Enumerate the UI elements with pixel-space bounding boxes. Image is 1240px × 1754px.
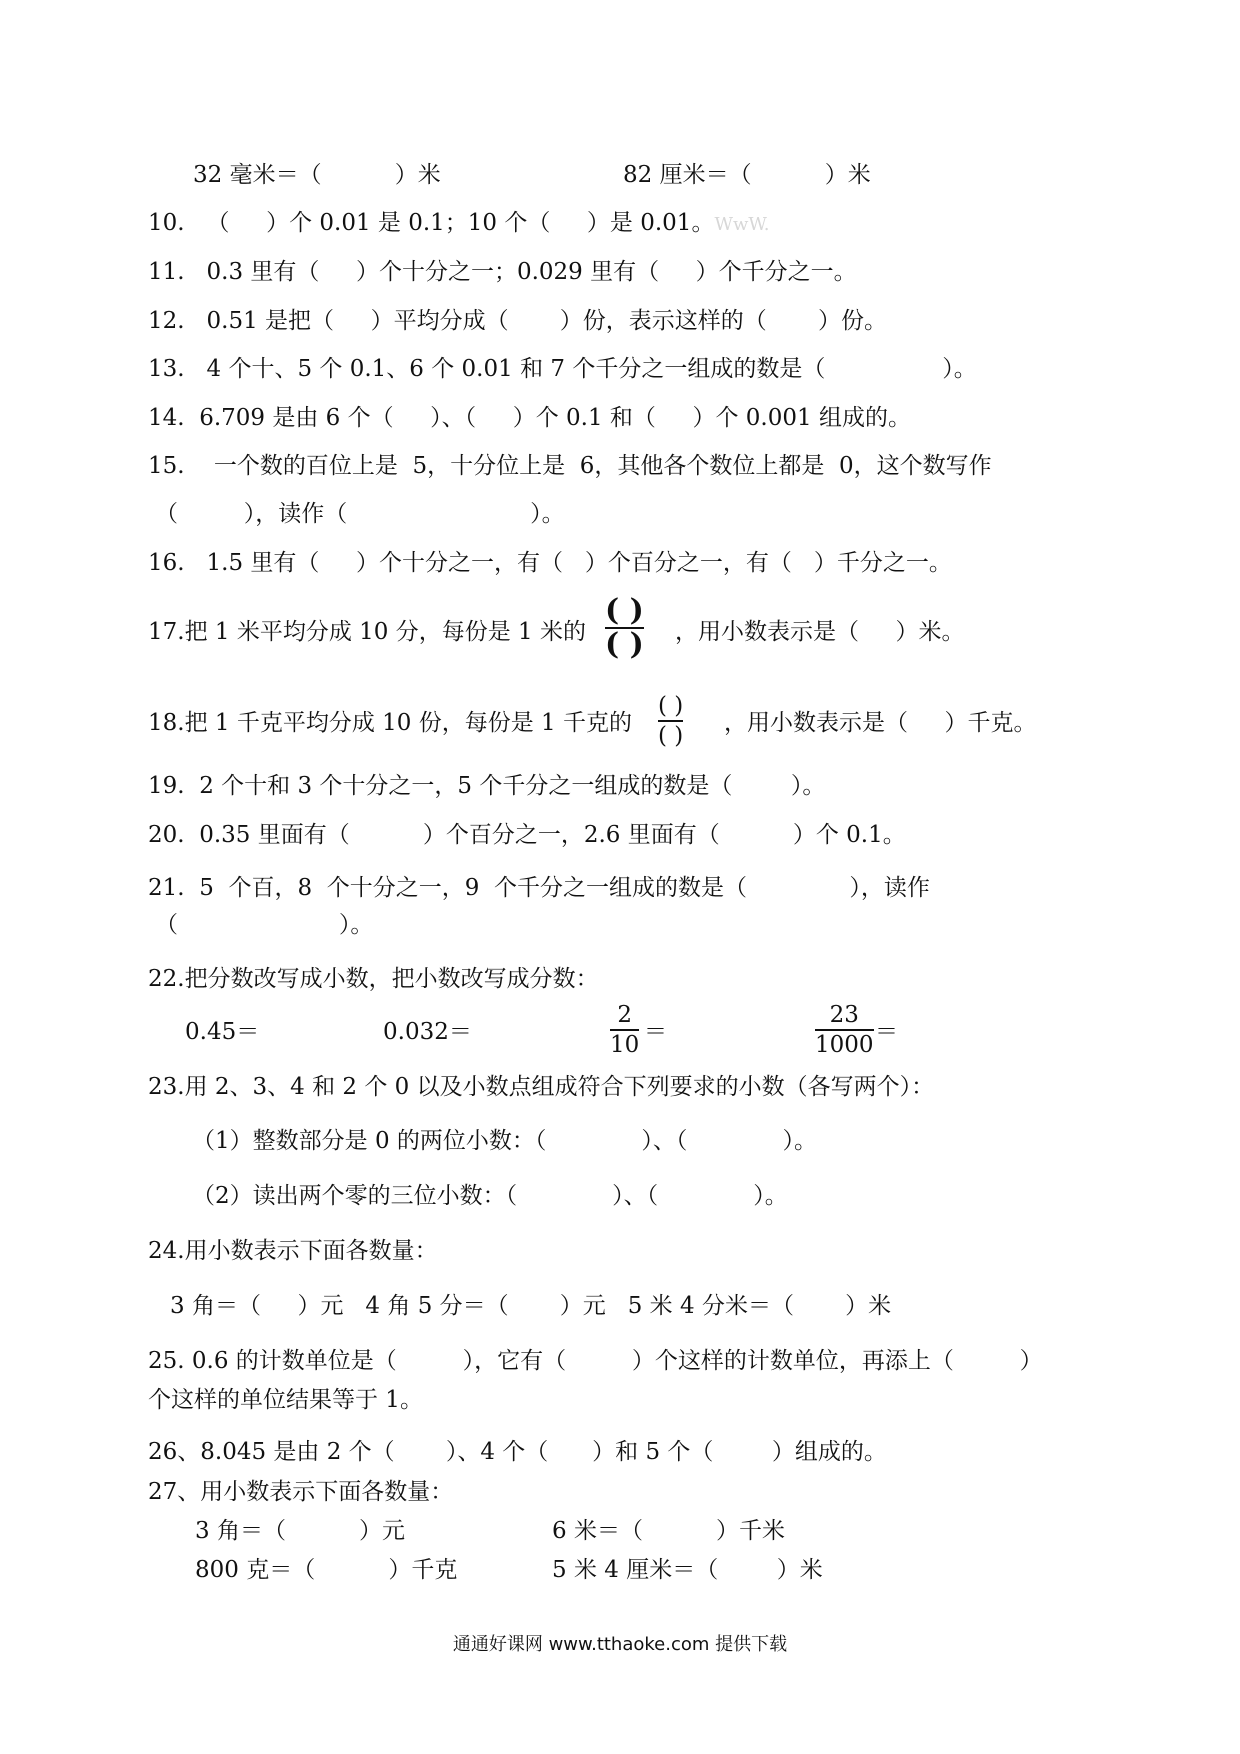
q23-part-2: （2）读出两个零的三位小数：（ ）、（ ）。 [192,1183,788,1209]
question-25-line2: 个这样的单位结果等于 1。 [148,1387,423,1413]
q22-equals-1: ＝ [644,1019,667,1045]
q22-fraction-23-1000 [815,1002,874,1058]
question-17-tail: ，用小数表示是（ ）米。 [675,619,965,645]
q27-item-2: 6 米＝（ ）千米 [552,1518,786,1544]
question-14: 14. 6.709 是由 6 个（ ）、（ ）个 0.1 和（ ）个 0.001 组成的。 [148,405,911,431]
question-23: 23.用 2、3、4 和 2 个 0 以及小数点组成符合下列要求的小数（各写两个）： [148,1074,935,1100]
q22-item-b: 0.032＝ [383,1019,472,1045]
q27-item-4: 5 米 4 厘米＝（ ）米 [552,1557,823,1583]
question-21-line1: 21. 5 个百，8 个十分之一，9 个千分之一组成的数是（ ），读作 [148,875,930,901]
fraction-numerator: ( ) [605,593,644,628]
q22-item-a: 0.45＝ [185,1019,260,1045]
question-20: 20. 0.35 里面有（ ）个百分之一，2.6 里面有（ ）个 0.1。 [148,822,906,848]
question-27: 27、用小数表示下面各数量： [148,1479,454,1505]
fraction-bar [658,720,683,722]
fraction-denominator: 10 [610,1032,640,1058]
q22-equals-2: ＝ [875,1019,898,1045]
question-18-tail: ，用小数表示是（ ）千克。 [724,710,1037,736]
question-24: 24.用小数表示下面各数量： [148,1238,438,1264]
question-18-fraction [658,693,683,749]
fraction-bar [610,1029,639,1031]
question-21-line2: （ ）。 [155,912,374,938]
fraction-denominator: ( ) [605,627,644,662]
q22-fraction-2-10 [610,1002,639,1058]
question-13: 13. 4 个十、5 个 0.1、6 个 0.01 和 7 个千分之一组成的数是（ ）。 [148,356,977,382]
question-12: 12. 0.51 是把（ ）平均分成（ ）份，表示这样的（ ）份。 [148,308,887,334]
page-footer: 通通好课网 www.tthaoke.com 提供下载 [452,1634,788,1655]
fraction-numerator: 2 [617,1002,632,1028]
q23-part-1: （1）整数部分是 0 的两位小数：（ ）、（ ）。 [192,1128,817,1154]
question-19: 19. 2 个十和 3 个十分之一，5 个千分之一组成的数是（ ）。 [148,773,826,799]
q24-items: 3 角＝（ ）元 4 角 5 分＝（ ）元 5 米 4 分米＝（ ）米 [170,1293,892,1319]
question-22: 22.把分数改写成小数，把小数改写成分数： [148,966,599,992]
q9-mm-to-m: 32 毫米＝（ ）米 [193,162,441,188]
question-16: 16. 1.5 里有（ ）个十分之一，有（ ）个百分之一，有（ ）千分之一。 [148,550,952,576]
q27-item-3: 800 克＝（ ）千克 [195,1557,458,1583]
fraction-numerator: 23 [829,1002,859,1028]
q27-item-1: 3 角＝（ ）元 [195,1518,406,1544]
question-15-line2: （ ），读作（ ）。 [155,501,565,527]
question-25-line1: 25. 0.6 的计数单位是（ ），它有（ ）个这样的计数单位，再添上（ ） [148,1348,1043,1374]
question-11: 11. 0.3 里有（ ）个十分之一；0.029 里有（ ）个千分之一。 [148,259,857,285]
question-15-line1: 15. 一个数的百位上是 5，十分位上是 6，其他各个数位上都是 0，这个数写作 [148,453,992,479]
q9-cm-to-m: 82 厘米＝（ ）米 [623,162,871,188]
question-26: 26、8.045 是由 2 个（ ）、4 个（ ）和 5 个（ ）组成的。 [148,1439,887,1465]
question-18-text: 18.把 1 千克平均分成 10 份，每份是 1 千克的 [148,710,632,736]
fraction-bar [815,1029,874,1031]
watermark-text: WwW. [714,214,770,235]
fraction-numerator: ( ) [658,693,684,719]
fraction-denominator: ( ) [658,723,684,749]
question-10: 10. （ ）个 0.01 是 0.1；10 个（ ）是 0.01。WwW. [148,210,770,236]
question-17-text: 17.把 1 米平均分成 10 分，每份是 1 米的 [148,619,586,645]
question-17-fraction [605,593,644,662]
fraction-denominator: 1000 [815,1032,874,1058]
